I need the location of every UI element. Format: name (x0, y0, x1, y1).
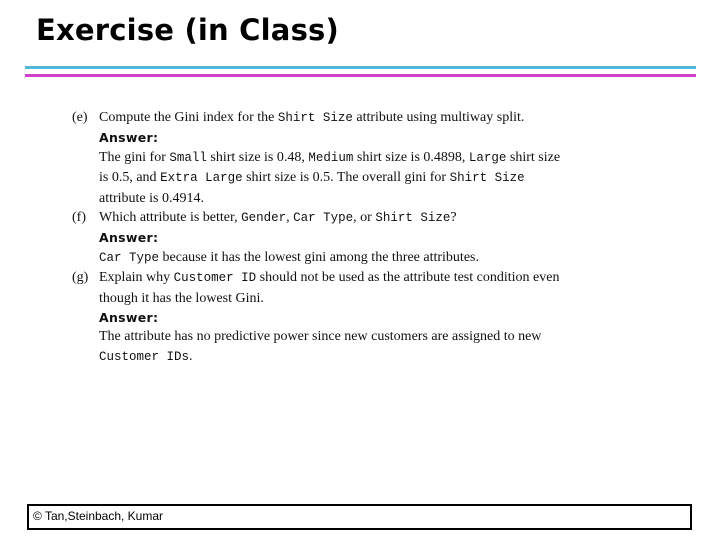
text: shirt size is 0.5, and (99, 149, 561, 186)
answer-label: Answer: (99, 230, 159, 246)
text: shirt size is 0.4898, (353, 149, 469, 165)
text: attribute using multiway split. (352, 110, 525, 125)
text: . (189, 348, 193, 364)
code-term: Shirt Size (375, 211, 451, 226)
text: The gini for (99, 149, 170, 165)
text: shirt size is 0.5. The overall gini for (242, 170, 450, 186)
code-term: Customer ID (173, 271, 257, 286)
text: Which attribute is better, (99, 210, 242, 226)
copyright-text: © Tan,Steinbach, Kumar (33, 509, 164, 523)
question-text (99, 208, 562, 228)
text: , or (353, 210, 376, 226)
code-term: Shirt Size (449, 171, 525, 186)
text: should not be used as the attribute test condition even though it has the lowest Gini. (99, 270, 560, 306)
code-term: Small (169, 150, 207, 165)
exercise-item-e (72, 108, 562, 208)
text: ? (450, 210, 457, 226)
slide-title: Exercise (in Class) (36, 13, 339, 47)
exercise-item-f (72, 208, 562, 268)
answer-text (99, 327, 562, 367)
code-term: Customer IDs (99, 349, 190, 364)
answer-text (99, 148, 562, 208)
footer (27, 504, 692, 530)
code-term: Large (468, 150, 507, 165)
text: Explain why (99, 270, 174, 286)
answer-text (99, 248, 562, 268)
answer-label: Answer: (99, 310, 159, 326)
item-label: (e) (72, 110, 88, 125)
question-text (99, 108, 562, 128)
title-divider-magenta (25, 74, 696, 77)
text: because it has the lowest gini among the three attributes. (159, 249, 479, 265)
question-text (99, 268, 562, 308)
code-term: Car Type (99, 250, 160, 265)
item-label: (g) (72, 270, 89, 286)
title-divider-blue (25, 66, 696, 69)
code-term: Medium (308, 150, 354, 165)
code-term: Extra Large (160, 171, 243, 186)
answer-label: Answer: (99, 130, 159, 146)
text: Compute the Gini index for the (99, 110, 278, 125)
text: attribute is 0.4914. (99, 190, 204, 206)
code-term: Car Type (293, 211, 354, 226)
text: The attribute has no predictive power since new customers are assigned to new (99, 329, 542, 345)
exercise-item-g (72, 268, 562, 367)
text: , (286, 210, 294, 226)
exercise-content (72, 108, 562, 367)
item-label: (f) (72, 210, 86, 226)
text: shirt size is 0.48, (206, 149, 309, 165)
code-term: Gender (241, 211, 287, 226)
code-term: Shirt Size (277, 111, 353, 125)
